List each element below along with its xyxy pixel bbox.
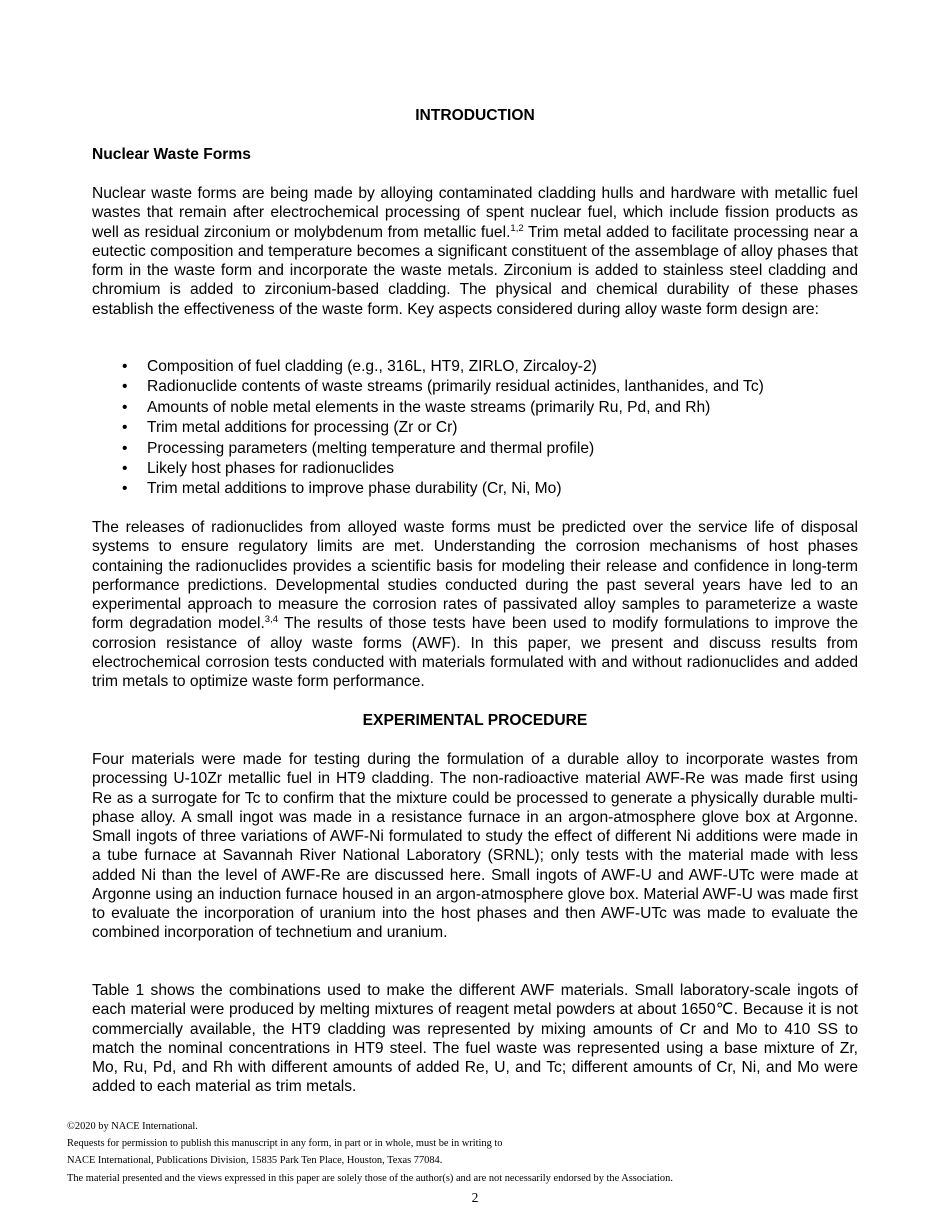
list-item: • Trim metal additions for processing (Zr or Cr) bbox=[92, 418, 858, 438]
list-item: • Amounts of noble metal elements in the waste streams (primarily Ru, Pd, and Rh) bbox=[92, 398, 858, 418]
list-item: • Processing parameters (melting temperature and thermal profile) bbox=[92, 439, 858, 459]
table-description-paragraph: Table 1 shows the combinations used to make the different AWF materials. Small laboratory-scale ingots of each material were produced by melting mixtures of reagent metal powders at about 1650℃. Because it is not commercially available, the HT9 cladding was represented by mixing amounts of Cr and Mo to 410 SS to match the nominal concentrations in HT9 steel. The fuel waste was represented using a base mixture of Zr, Mo, Ru, Pd, and Rh with different amounts of added Re, U, and Tc; different amounts of Cr, Ni, and Mo were added to each material as trim metals. bbox=[92, 982, 858, 1096]
list-item: • Composition of fuel cladding (e.g., 316L, HT9, ZIRLO, Zircaloy-2) bbox=[92, 357, 858, 377]
introduction-heading: INTRODUCTION bbox=[415, 107, 535, 124]
releases-text-1: The releases of radionuclides from alloyed waste forms must be predicted over the service life of disposal systems to ensure regulatory limits are met. Understanding the corrosion mechanisms of host phases containing the radionuclides provides a scientific basis for modeling their release and confidence in long-term performance predictions. Developmental studies conducted during the past several years have led to an experimental approach to measure the corrosion rates of passivated alloy samples to parameterize a waste form degradation model. bbox=[92, 519, 858, 633]
bullet-icon: • bbox=[122, 378, 128, 396]
intro-text-2: Trim metal added to facilitate processing near a eutectic composition and temperature becomes a significant constituent of the assemblage of alloy phases that form in the waste form and incorporate the waste metals. Zirconium is added to stainless steel cladding and chromium is added to zirconium-based cladding. The physical and chemical durability of these phases establish the effectiveness of the waste form. Key aspects considered during alloy waste form design are: bbox=[92, 223, 859, 318]
bullet-icon: • bbox=[122, 460, 128, 478]
reference-3-4: 3,4 bbox=[264, 614, 279, 626]
bullet-icon: • bbox=[122, 398, 128, 416]
permission-line: Requests for permission to publish this manuscript in any form, in part or in whole, must be in writing to bbox=[67, 1138, 503, 1150]
intro-text-1: Nuclear waste forms are being made by alloying contaminated cladding hulls and hardware with metallic fuel wastes that remain after electrochemical processing of spent nuclear fuel, which include fission products as well as residual zirconium or molybdenum from metallic fuel. bbox=[92, 185, 858, 241]
list-item: • Likely host phases for radionuclides bbox=[92, 459, 858, 479]
list-item: • Trim metal additions to improve phase durability (Cr, Ni, Mo) bbox=[92, 479, 858, 499]
bullet-icon: • bbox=[122, 439, 128, 457]
experimental-procedure-heading: EXPERIMENTAL PROCEDURE bbox=[362, 712, 588, 729]
disclaimer-line: The material presented and the views expressed in this paper are solely those of the author(s) and are not necessarily endorsed by the Association. bbox=[67, 1172, 673, 1184]
copyright-line: ©2020 by NACE International. bbox=[67, 1121, 198, 1132]
copyright-footer bbox=[67, 1118, 887, 1187]
releases-paragraph bbox=[92, 518, 858, 691]
design-aspects-list bbox=[92, 357, 858, 500]
releases-text-2: The results of those tests have been used to modify formulations to improve the corrosion resistance of alloy waste forms (AWF). In this paper, we present and discuss results from electrochemical corrosion tests conducted with materials formulated with and without radionuclides and added trim metals to optimize waste form performance. bbox=[92, 615, 858, 690]
address-line: NACE International, Publications Division, 15835 Park Ten Place, Houston, Texas 77084. bbox=[67, 1155, 443, 1167]
nuclear-waste-forms-heading: Nuclear Waste Forms bbox=[92, 146, 251, 163]
materials-paragraph: Four materials were made for testing during the formulation of a durable alloy to incorporate wastes from processing U-10Zr metallic fuel in HT9 cladding. The non-radioactive material AWF-Re was made first using Re as a surrogate for Tc to confirm that the mixture could be processed to generate a physically durable multi-phase alloy. A small ingot was made in a resistance furnace in an argon-atmosphere glove box at Argonne. Small ingots of three variations of AWF-Ni formulated to study the effect of different Ni additions were made in a tube furnace at Savannah River National Laboratory (SRNL); only tests with the material made with less added Ni than the level of AWF-Re are discussed here. Small ingots of AWF-U and AWF-UTc were made at Argonne using an induction furnace housed in an argon-atmosphere glove box. Material AWF-U was made first to evaluate the incorporation of uranium into the host phases and then AWF-UTc was made to evaluate the combined incorporation of technetium and uranium. bbox=[92, 751, 858, 942]
introduction-paragraph bbox=[92, 184, 858, 319]
list-item: • Radionuclide contents of waste streams (primarily residual actinides, lanthanides, and Tc) bbox=[92, 377, 858, 397]
page-number: 2 bbox=[471, 1190, 479, 1205]
bullet-icon: • bbox=[122, 358, 128, 375]
bullet-icon: • bbox=[122, 480, 128, 498]
reference-1-2: 1,2 bbox=[510, 222, 524, 234]
bullet-icon: • bbox=[122, 419, 128, 437]
